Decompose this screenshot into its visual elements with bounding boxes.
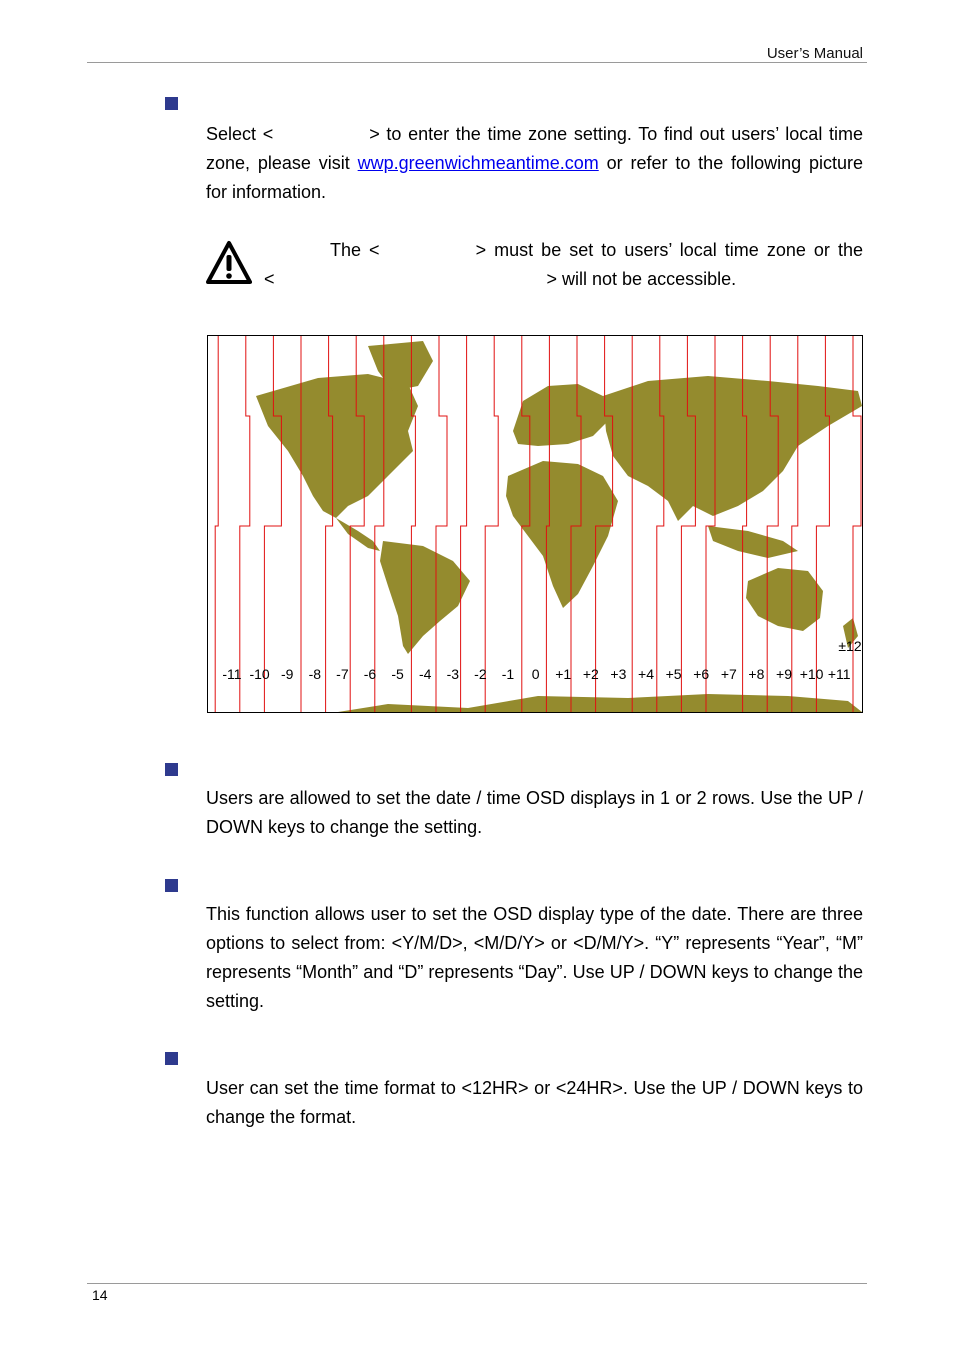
time-zone-label: +7 bbox=[720, 666, 737, 682]
note-line-1 bbox=[330, 236, 863, 265]
time-zone-label: -11 bbox=[222, 666, 242, 682]
section-bullet-display-rows bbox=[165, 763, 178, 776]
north-america bbox=[256, 374, 418, 518]
time-zone-label: +1 bbox=[555, 666, 572, 682]
section-bullet-time-zone bbox=[165, 97, 178, 110]
header-divider bbox=[87, 62, 867, 63]
note-line1-before: The < bbox=[330, 240, 380, 260]
time-zone-label: -4 bbox=[418, 666, 432, 682]
asia bbox=[603, 376, 862, 521]
south-america bbox=[380, 541, 470, 654]
dateline-label: ±12 bbox=[838, 638, 862, 654]
time-zone-label: +5 bbox=[665, 666, 682, 682]
time-zone-label: +2 bbox=[582, 666, 599, 682]
greenwich-link[interactable]: wwp.greenwichmeantime.com bbox=[357, 153, 599, 173]
time-zone-labels bbox=[222, 638, 861, 682]
central-america bbox=[336, 518, 380, 551]
time-zone-label: +3 bbox=[610, 666, 627, 682]
australia bbox=[746, 568, 823, 631]
southeast-asia bbox=[708, 526, 798, 558]
time-zone-label: +11 bbox=[827, 666, 851, 682]
header-title: User’s Manual bbox=[766, 45, 863, 62]
warning-icon bbox=[206, 240, 252, 286]
time-zone-paragraph bbox=[206, 120, 863, 207]
time-zone-label: -10 bbox=[249, 666, 270, 682]
time-zone-label: +4 bbox=[638, 666, 654, 682]
time-zone-boundary bbox=[411, 336, 415, 712]
footer-divider bbox=[87, 1283, 867, 1284]
time-zone-boundary bbox=[461, 336, 467, 712]
section-bullet-date-format bbox=[165, 879, 178, 892]
note-line2-before: < bbox=[264, 269, 275, 289]
time-zone-label: +6 bbox=[693, 666, 710, 682]
time-zone-label: -2 bbox=[474, 666, 487, 682]
europe bbox=[513, 384, 608, 446]
date-format-paragraph: This function allows user to set the OSD display type of the date. There are three options to select from: <Y/M/D>, <M/D/Y> or <D/M/Y>. “Y” represents “Year”, “M” represents “Month” and “D” represents “Day”. Use UP / DOWN keys to change the setting. bbox=[206, 904, 863, 1011]
time-zone-text-before: Select < bbox=[206, 124, 274, 144]
section-bullet-time-format bbox=[165, 1052, 178, 1065]
world-time-zone-map bbox=[207, 335, 863, 713]
antarctica bbox=[338, 694, 862, 712]
time-zone-boundary bbox=[436, 336, 447, 712]
time-zone-label: +9 bbox=[776, 666, 792, 682]
time-zone-text-after: > to enter the time zone setting. To find out users’ local time zone, please visit bbox=[206, 124, 863, 173]
time-zone-label: -8 bbox=[308, 666, 322, 682]
time-format-paragraph: User can set the time format to <12HR> or <24HR>. Use the UP / DOWN keys to change the format. bbox=[206, 1078, 863, 1127]
time-zone-label: +10 bbox=[799, 666, 824, 682]
time-zone-label: -3 bbox=[446, 666, 460, 682]
africa bbox=[506, 461, 618, 608]
time-zone-label: -5 bbox=[391, 666, 404, 682]
time-zone-boundary bbox=[485, 336, 498, 712]
time-zone-label: -7 bbox=[336, 666, 349, 682]
time-zone-label: 0 bbox=[531, 666, 540, 682]
time-zone-label: -1 bbox=[501, 666, 515, 682]
time-zone-label: -6 bbox=[363, 666, 377, 682]
page-number: 14 bbox=[92, 1287, 108, 1303]
note-line-2 bbox=[264, 265, 736, 294]
time-zone-text-end: or refer to the following picture for information. bbox=[206, 153, 863, 202]
time-zone-boundary bbox=[215, 336, 218, 712]
note-line1-after: > must be set to users’ local time zone or the bbox=[475, 240, 863, 260]
time-zone-map-graphic bbox=[208, 336, 862, 712]
time-zone-label: -9 bbox=[280, 666, 294, 682]
note-line2-after: > will not be accessible. bbox=[546, 269, 737, 289]
time-zone-boundary bbox=[240, 336, 250, 712]
display-rows-paragraph: Users are allowed to set the date / time OSD displays in 1 or 2 rows. Use the UP / DOWN keys to change the setting. bbox=[206, 788, 863, 837]
time-zone-label: +8 bbox=[748, 666, 765, 682]
